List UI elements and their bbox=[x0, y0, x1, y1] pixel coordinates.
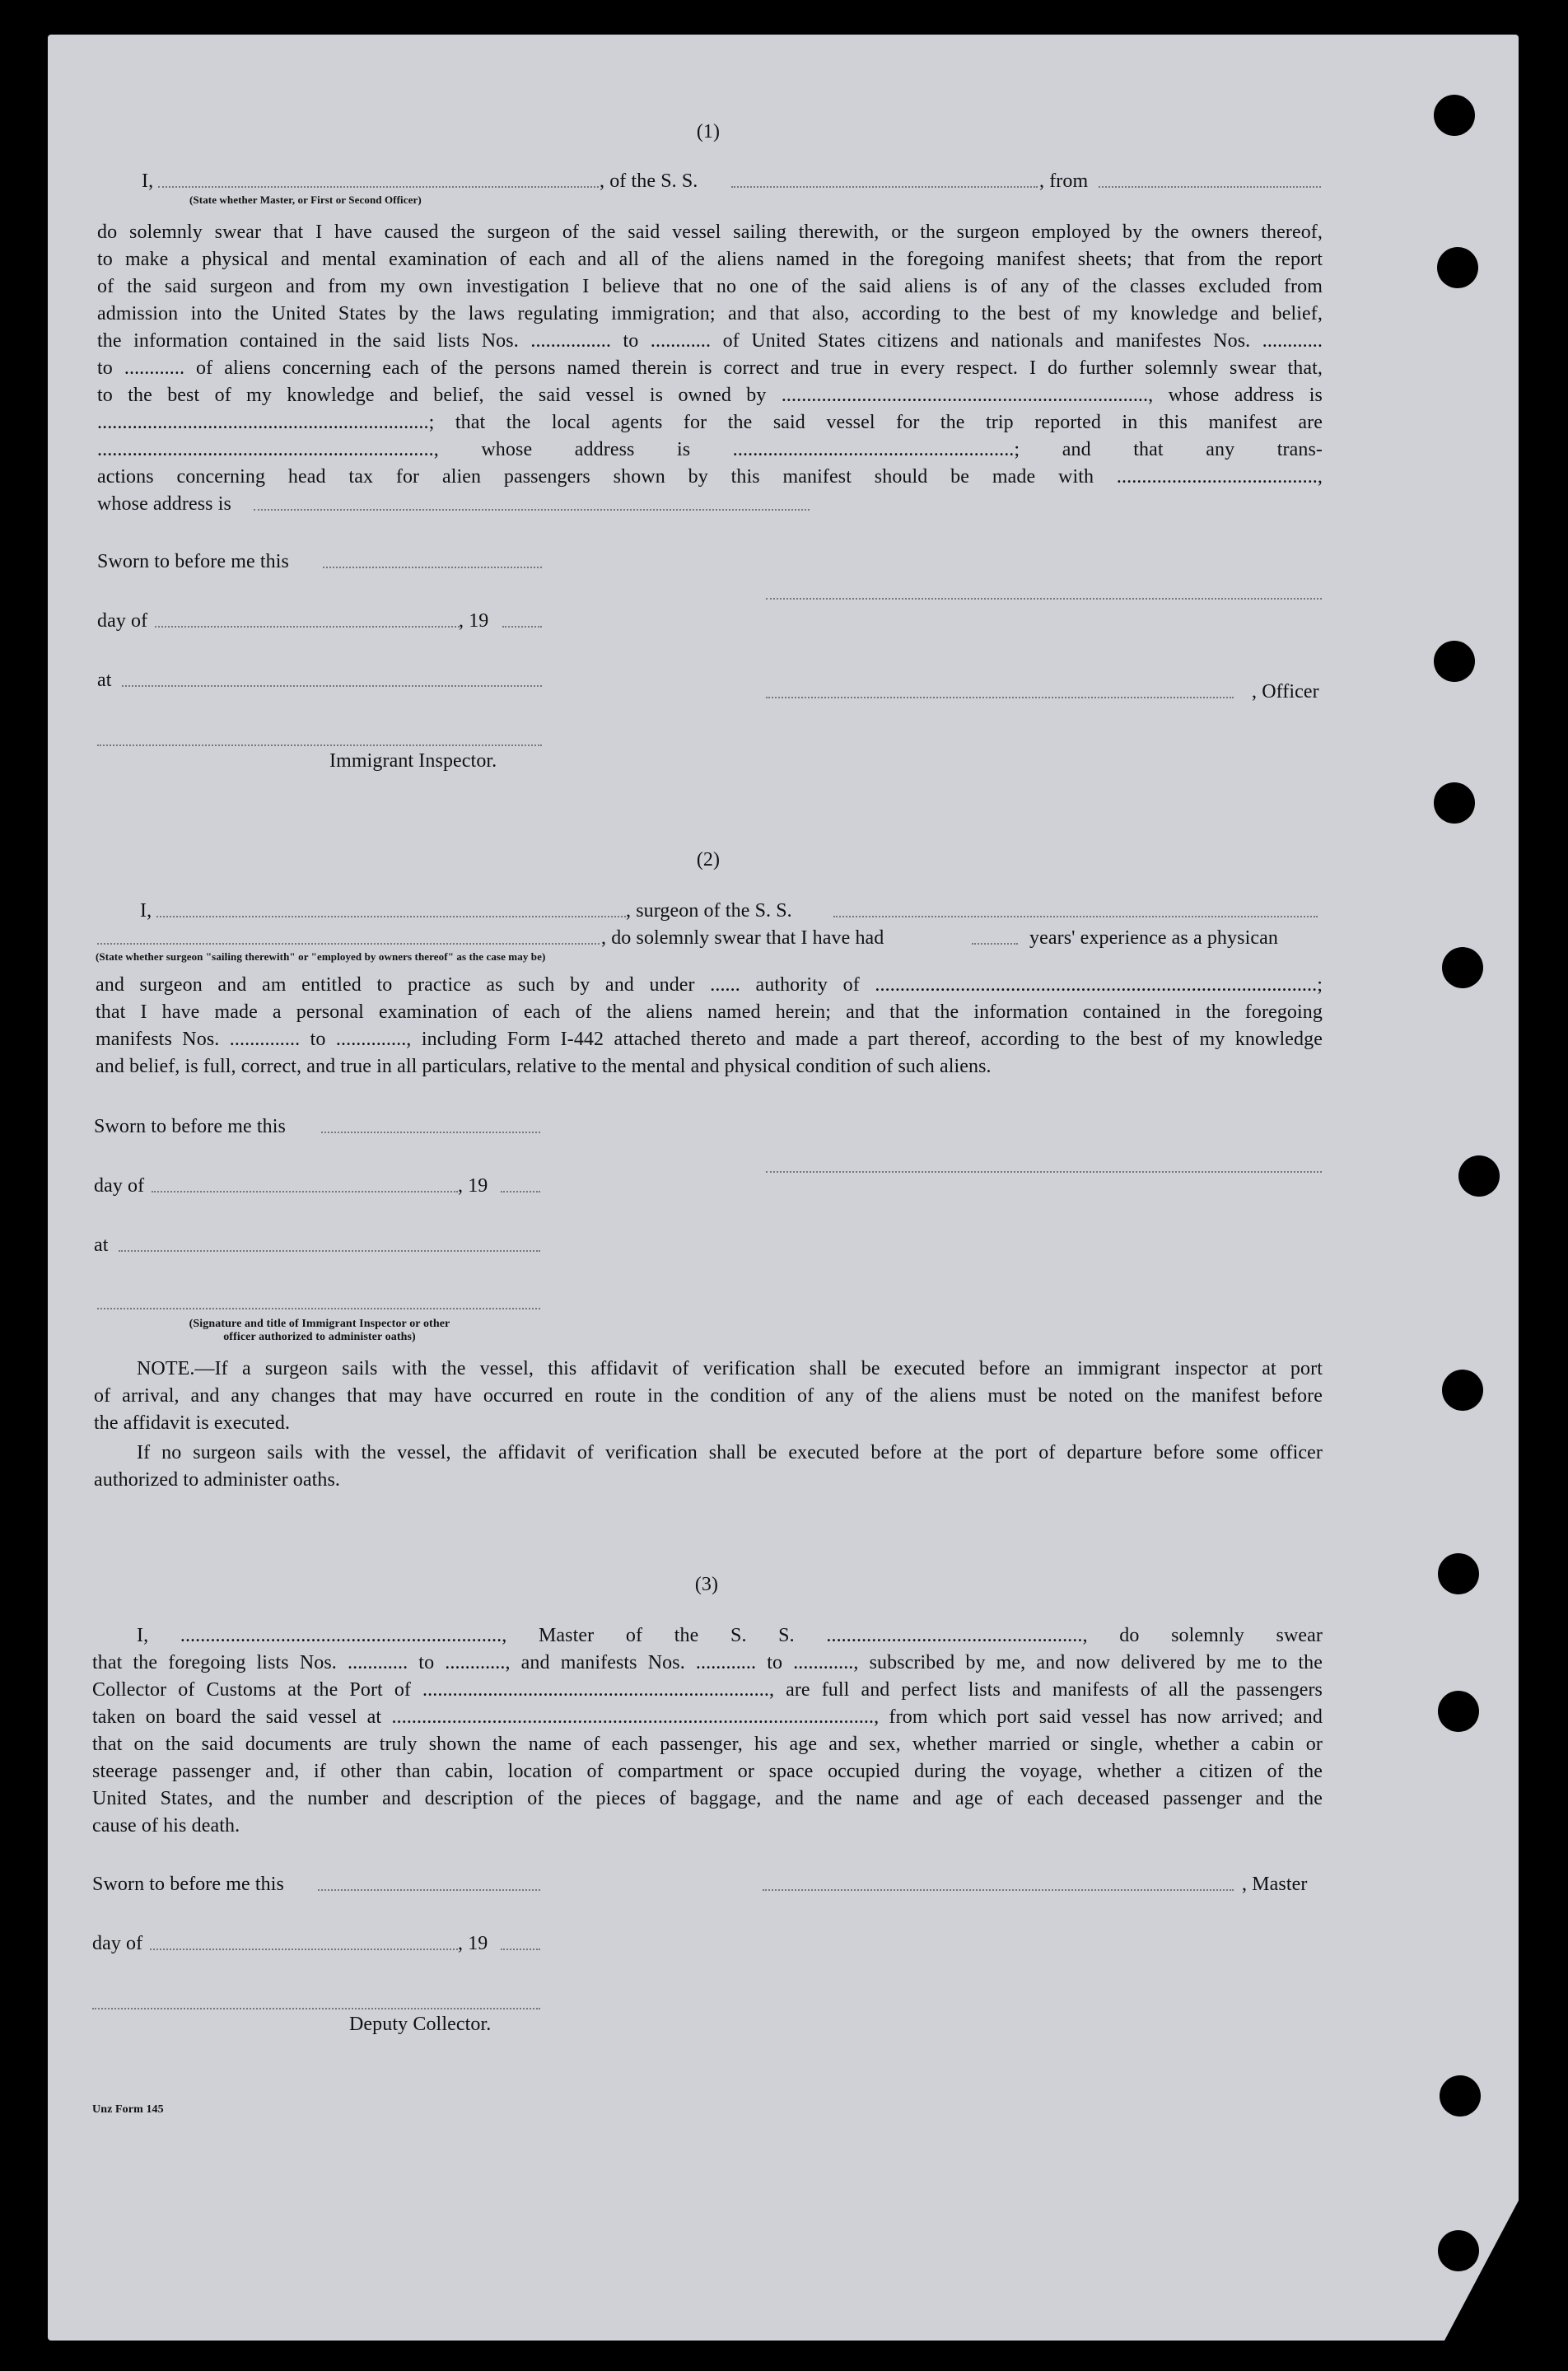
month-field[interactable] bbox=[152, 1191, 458, 1193]
note-2-line: If no surgeon sails with the vessel, the affidavit of verification shall be executed before at the port of departure before some officer bbox=[137, 1443, 1323, 1463]
surgeon-status-field[interactable] bbox=[97, 943, 600, 945]
officer-signature-line[interactable] bbox=[766, 598, 1322, 600]
section-1-body-line: to the best of my knowledge and belief, the said vessel is owned by ........................................................................., whose address is bbox=[97, 385, 1323, 405]
day-of-label: day of bbox=[92, 1933, 143, 1954]
section-3-number: (3) bbox=[694, 1574, 719, 1595]
section-1-ss-label: , of the S. S. bbox=[600, 170, 698, 192]
binder-hole bbox=[1442, 947, 1483, 988]
section-3-body-line: that on the said documents are truly shown the name of each passenger, his age and sex, whether married or single, whether a cabin or bbox=[92, 1734, 1323, 1754]
month-field[interactable] bbox=[155, 626, 460, 628]
binder-hole bbox=[1458, 1155, 1500, 1197]
year-field[interactable] bbox=[502, 626, 542, 628]
section-1-body-line: admission into the United States by the laws regulating immigration; and that also, according to the best of my knowledge and belief, bbox=[97, 304, 1323, 324]
binder-hole bbox=[1434, 95, 1475, 136]
form-page bbox=[48, 35, 1519, 2341]
day-of-label: day of bbox=[94, 1175, 145, 1197]
section-2-number: (2) bbox=[696, 849, 721, 870]
section-1-body-line: ..................................................................; that the local agents for the said vessel for the trip reported in this manifest are bbox=[97, 413, 1323, 432]
section-1-body-line: to make a physical and mental examination of each and all of the aliens named in the foregoing manifest sheets; that from the report bbox=[97, 250, 1323, 269]
section-1-body-line: actions concerning head tax for alien passengers shown by this manifest should be made with ........................................, bbox=[97, 467, 1323, 487]
section-2-i: I, bbox=[140, 900, 152, 922]
collector-signature-line[interactable] bbox=[92, 2008, 540, 2009]
at-label: at bbox=[97, 670, 112, 691]
years-experience-field[interactable] bbox=[972, 943, 1018, 945]
binder-hole bbox=[1438, 1553, 1479, 1594]
place-field[interactable] bbox=[122, 685, 542, 687]
binder-hole bbox=[1438, 2230, 1479, 2271]
binder-hole bbox=[1442, 1370, 1483, 1411]
note-line: NOTE.—If a surgeon sails with the vessel, this affidavit of verification shall be executed before an immigrant inspector at port bbox=[137, 1359, 1323, 1379]
inspector-signature-line[interactable] bbox=[97, 744, 542, 746]
surgeon-signature-line[interactable] bbox=[766, 1171, 1322, 1173]
departure-port-field[interactable] bbox=[1099, 186, 1321, 188]
immigrant-inspector-label: Immigrant Inspector. bbox=[329, 750, 497, 772]
note-last-line: the affidavit is executed. bbox=[94, 1412, 291, 1434]
section-3-body-line: Collector of Customs at the Port of ....................................................................., are full and perfect lists and manifests of all the passengers bbox=[92, 1680, 1323, 1700]
year-label: , 19 bbox=[459, 610, 489, 632]
section-3-body-line: United States, and the number and description of the pieces of baggage, and the name and age of each deceased passenger and the bbox=[92, 1789, 1323, 1809]
solemnly-swear-label: , do solemnly swear that I have had bbox=[601, 927, 884, 949]
day-of-label: day of bbox=[97, 610, 148, 632]
section-3-body-line: steerage passenger and, if other than cabin, location of compartment or space occupied during the voyage, whether a citizen of the bbox=[92, 1762, 1323, 1781]
section-2-body-line: that I have made a personal examination of each of the aliens named herein; and that the information contained in the foregoing bbox=[96, 1002, 1323, 1022]
year-field[interactable] bbox=[501, 1191, 540, 1193]
section-3-body-line: I, ................................................................, Master of the S. S. ..................................................., do solemnly swear bbox=[137, 1626, 1323, 1645]
section-1-number: (1) bbox=[696, 121, 721, 142]
month-field[interactable] bbox=[150, 1949, 458, 1950]
officer-hint: (State whether Master, or First or Second Officer) bbox=[189, 194, 422, 206]
officer-name-field[interactable] bbox=[158, 186, 599, 188]
year-label: , 19 bbox=[458, 1175, 488, 1197]
years-experience-label: years' experience as a physican bbox=[1029, 927, 1278, 949]
binder-hole bbox=[1440, 2075, 1481, 2117]
sworn-date-field[interactable] bbox=[323, 567, 542, 568]
section-2-vessel-field[interactable] bbox=[833, 916, 1318, 917]
sworn-label: Sworn to before me this bbox=[97, 551, 289, 572]
binder-hole bbox=[1437, 247, 1478, 288]
section-1-body-line: the information contained in the said lists Nos. ................ to ............ of United States citizens and nationals and manifestes Nos. ............ bbox=[97, 331, 1323, 351]
signature-hint: (Signature and title of Immigrant Inspector or other bbox=[189, 1318, 450, 1330]
surgeon-of-ss-label: , surgeon of the S. S. bbox=[626, 900, 792, 922]
signature-hint: officer authorized to administer oaths) bbox=[223, 1331, 416, 1343]
section-1-body-line: ..................................................................., whose address is ........................................................; and that any trans- bbox=[97, 440, 1323, 460]
section-1-body-line: of the said surgeon and from my own investigation I believe that no one of the said aliens is of any of the classes excluded from bbox=[97, 277, 1323, 296]
head-tax-address-field[interactable] bbox=[254, 509, 810, 511]
year-label: , 19 bbox=[458, 1933, 488, 1954]
binder-hole bbox=[1434, 641, 1475, 682]
inspector-signature-line[interactable] bbox=[97, 1308, 540, 1309]
section-1-body-line: to ............ of aliens concerning each of the persons named therein is correct and true in every respect. I do further solemnly swear that, bbox=[97, 358, 1323, 378]
section-3-body-line: that the foregoing lists Nos. ............ to ............, and manifests Nos. ............ to ............, subscribed by me, and now delivered by me to the bbox=[92, 1653, 1323, 1673]
surgeon-name-field[interactable] bbox=[156, 916, 626, 917]
section-1-from-label: , from bbox=[1039, 170, 1089, 192]
officer-label: , Officer bbox=[1252, 681, 1319, 702]
section-2-body-line: and surgeon and am entitled to practice as such by and under ...... authority of ........................................................................................; bbox=[96, 975, 1323, 995]
section-1-i: I, bbox=[142, 170, 154, 192]
note-2-last-line: authorized to administer oaths. bbox=[94, 1469, 341, 1491]
sworn-label: Sworn to before me this bbox=[92, 1874, 284, 1895]
section-3-body-line: taken on board the said vessel at ................................................................................................, from which port said vessel has now arrived; and bbox=[92, 1707, 1323, 1727]
section-1-body-last-line: whose address is bbox=[97, 493, 231, 515]
section-1-body-line: do solemnly swear that I have caused the surgeon of the said vessel sailing therewith, or the surgeon employed by the owners thereof, bbox=[97, 222, 1323, 242]
binder-hole bbox=[1434, 782, 1475, 824]
section-2-body-last-line: and belief, is full, correct, and true in all particulars, relative to the mental and physical condition of such aliens. bbox=[96, 1056, 992, 1077]
binder-hole bbox=[1438, 1691, 1479, 1732]
surgeon-hint: (State whether surgeon "sailing therewith" or "employed by owners thereof" as the case may be) bbox=[96, 950, 546, 963]
sworn-date-field[interactable] bbox=[318, 1889, 540, 1891]
at-label: at bbox=[94, 1235, 109, 1256]
master-signature-line[interactable] bbox=[763, 1889, 1234, 1891]
vessel-name-field[interactable] bbox=[731, 186, 1038, 188]
year-field[interactable] bbox=[501, 1949, 540, 1950]
note-line: of arrival, and any changes that may have occurred en route in the condition of any of the aliens must be noted on the manifest before bbox=[94, 1386, 1323, 1406]
officer-title-field[interactable] bbox=[766, 697, 1234, 698]
section-3-body-last-line: cause of his death. bbox=[92, 1815, 240, 1837]
section-2-body-line: manifests Nos. .............. to .............., including Form I-442 attached thereto and made a part thereof, according to the best of my knowledge bbox=[96, 1029, 1323, 1049]
place-field[interactable] bbox=[119, 1250, 540, 1252]
deputy-collector-label: Deputy Collector. bbox=[349, 2014, 492, 2035]
master-label: , Master bbox=[1242, 1874, 1308, 1895]
sworn-date-field[interactable] bbox=[321, 1132, 540, 1133]
form-number: Unz Form 145 bbox=[92, 2103, 164, 2116]
sworn-label: Sworn to before me this bbox=[94, 1116, 286, 1137]
